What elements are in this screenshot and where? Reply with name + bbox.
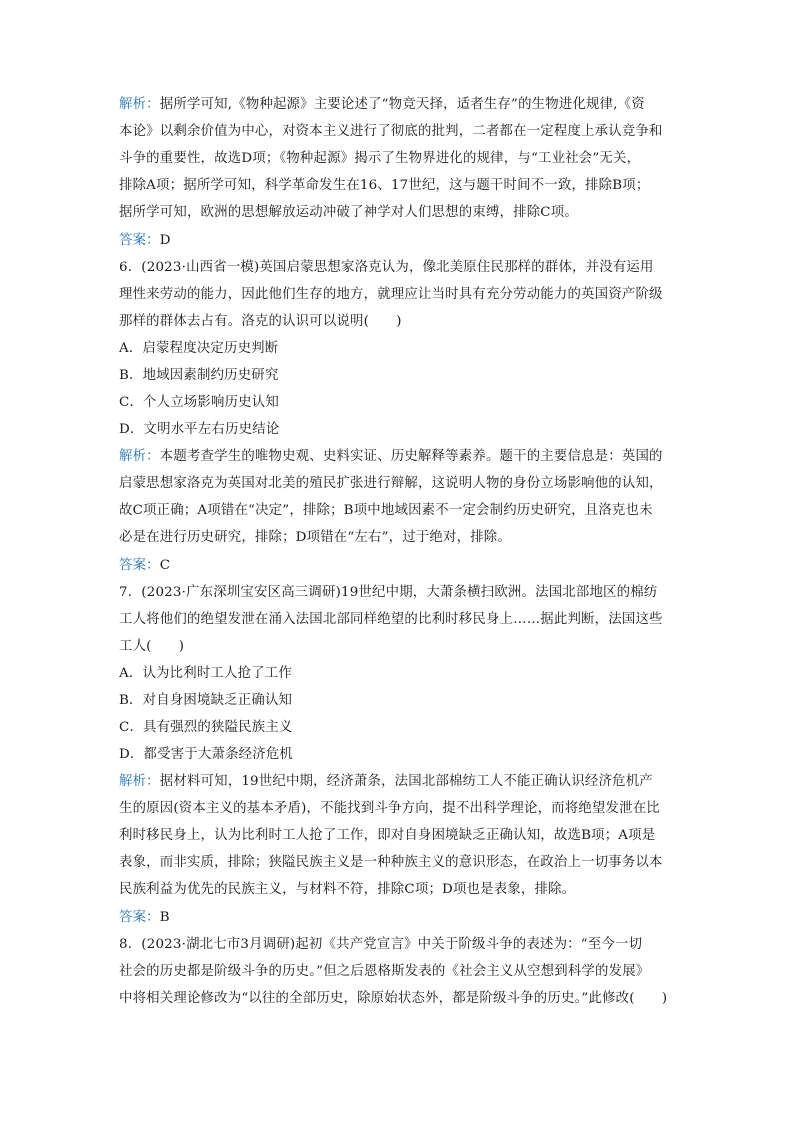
answer-value: B — [159, 910, 170, 925]
question-stem: 工人将他们的绝望发泄在涌入法国北部同样绝望的比利时移民身上……据此判断，法国这些 — [119, 612, 663, 627]
question-stem: 7．(2023·广东深圳宝安区高三调研)19世纪中期，大萧条横扫欧洲。法国北部地区的棉纺 — [119, 585, 658, 600]
answer-label: 答案： — [119, 910, 160, 925]
answer-value: C — [159, 558, 171, 573]
question-stem: 8．(2023·湖北七市3月调研)起初《共产党宣言》中关于阶级斗争的表述为：“至今一切 — [119, 937, 643, 952]
answer-line — [119, 232, 679, 250]
analysis-line: 斗争的重要性，故选D项；《物种起源》揭示了生物界进化的规律，与“工业社会”无关， — [119, 151, 641, 166]
option-d: D．文明水平左右历史结论 — [119, 422, 280, 437]
answer-line — [119, 909, 679, 927]
option-a: A．认为比利时工人抢了工作 — [119, 666, 292, 681]
analysis-line: 本论》以剩余价值为中心，对资本主义进行了彻底的批判，二者都在一定程度上承认竞争和 — [119, 124, 663, 139]
analysis-label: 解析： — [119, 774, 160, 789]
analysis-line: 生的原因(资本主义的基本矛盾)，不能找到斗争方向，提不出科学理论，而将绝望发泄在比 — [119, 801, 660, 816]
analysis-line: 据所学可知，欧洲的思想解放运动冲破了神学对人们思想的束缚，排除C项。 — [119, 205, 578, 220]
answer-line — [119, 557, 679, 575]
analysis-label: 解析： — [119, 449, 160, 464]
question-stem: 中将相关理论修改为“以往的全部历史，除原始状态外，都是阶级斗争的历史。”此修改( ) — [119, 991, 668, 1006]
question-stem: 那样的群体去占有。洛克的认识可以说明( ) — [119, 314, 402, 329]
analysis-line: 排除A项；据所学可知，科学革命发生在16、17世纪，这与题干时间不一致，排除B项； — [119, 178, 650, 193]
analysis-line: 故C项正确；A项错在“决定”，排除；B项中地域因素不一定会制约历史研究，且洛克也未 — [119, 503, 653, 518]
analysis-line: 解析：本题考查学生的唯物史观、史料实证、历史解释等素养。题干的主要信息是：英国的 — [119, 449, 663, 464]
answer-value: D — [159, 233, 171, 248]
question-stem: 社会的历史都是阶级斗争的历史。”但之后恩格斯发表的《社会主义从空想到科学的发展》 — [119, 964, 650, 979]
analysis-line: 表象，而非实质，排除；狭隘民族主义是一种种族主义的意识形态，在政治上一切事务以本 — [119, 855, 663, 870]
analysis-line: 解析：据所学可知,《物种起源》主要论述了“物竞天择，适者生存”的生物进化规律,《资 — [119, 97, 645, 112]
option-d: D．都受害于大萧条经济危机 — [119, 747, 294, 762]
option-c: C．具有强烈的狭隘民族主义 — [119, 720, 293, 735]
option-c: C．个人立场影响历史认知 — [119, 395, 279, 410]
option-a: A．启蒙程度决定历史判断 — [119, 341, 279, 356]
analysis-line: 启蒙思想家洛克为英国对北美的殖民扩张进行辩解，这说明人物的身份立场影响他的认知， — [119, 476, 663, 491]
analysis-line: 民族利益为优先的民族主义，与材料不符，排除C项；D项也是表象，排除。 — [119, 882, 576, 897]
question-stem: 理性来劳动的能力，因此他们生存的地方，就理应让当时具有充分劳动能力的英国资产阶级 — [119, 287, 663, 302]
analysis-line: 必是在进行历史研究，排除；D项错在“左右”，过于绝对，排除。 — [119, 530, 511, 545]
question-stem: 6．(2023·山西省一模)英国启蒙思想家洛克认为，像北美原住民那样的群体，并没有运用 — [119, 260, 654, 275]
question-stem: 工人( ) — [119, 639, 185, 654]
option-b: B．对自身困境缺乏正确认知 — [119, 693, 293, 708]
answer-label: 答案： — [119, 558, 160, 573]
analysis-line: 利时移民身上，认为比利时工人抢了工作，即对自身困境缺乏正确认知，故选B项；A项是 — [119, 828, 656, 843]
answer-label: 答案： — [119, 233, 160, 248]
option-b: B．地域因素制约历史研究 — [119, 368, 279, 383]
analysis-label: 解析： — [119, 97, 160, 112]
analysis-line: 解析：据材料可知，19世纪中期，经济萧条，法国北部棉纺工人不能正确认识经济危机产 — [119, 774, 653, 789]
